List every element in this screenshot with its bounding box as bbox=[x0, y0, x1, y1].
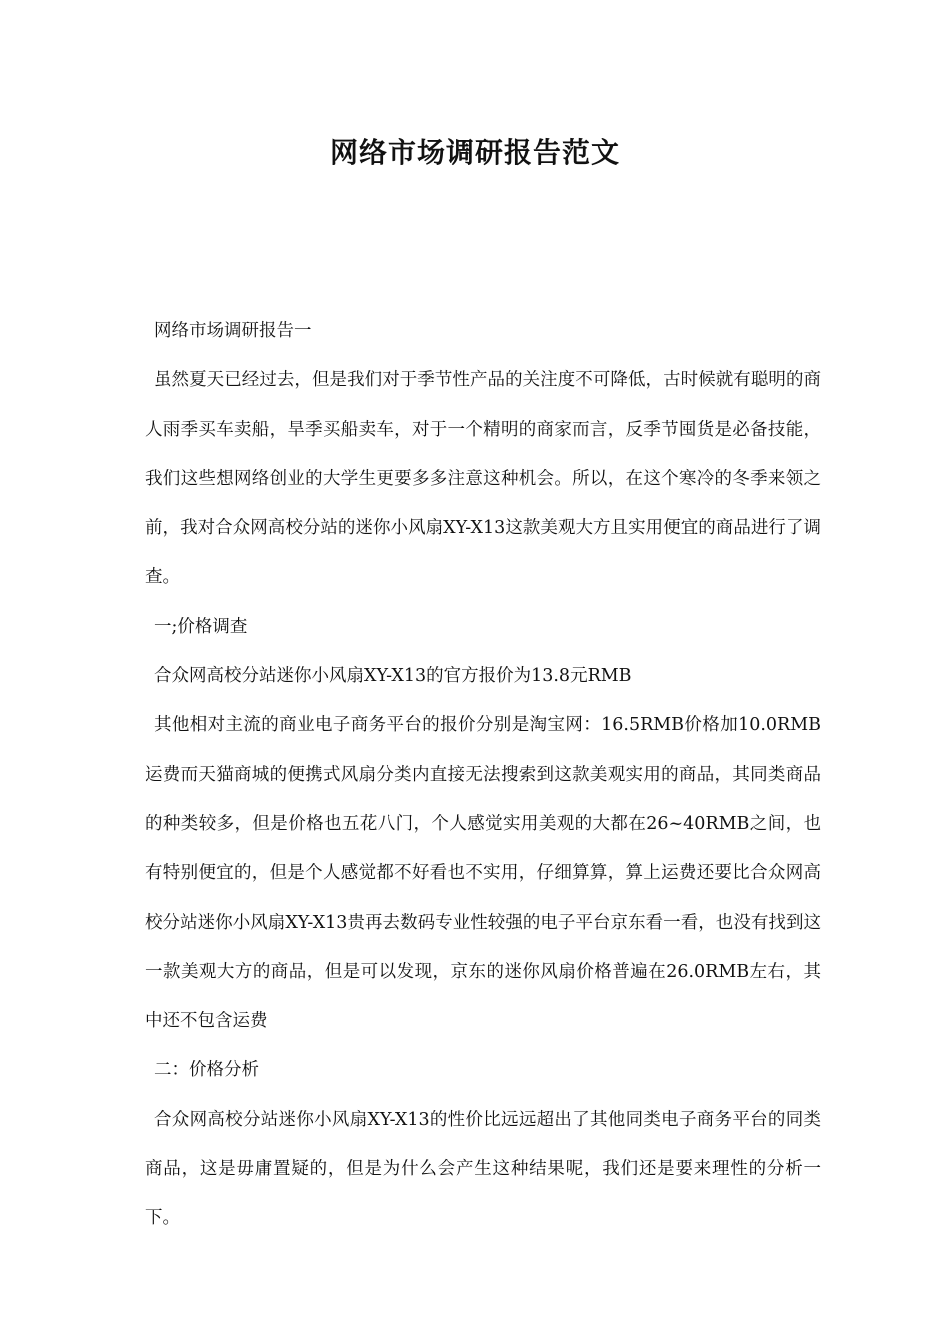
section-heading-price-analysis: 二：价格分析 bbox=[154, 1060, 259, 1081]
paragraph-analysis: 合众网高校分站迷你小风扇XY-X13的性价比远远超出了其他同类电子商务平台的同类商品，这是毋庸置疑的，但是为什么会产生这种结果呢，我们还是要来理性的分析一下。 bbox=[145, 1109, 821, 1229]
document-body bbox=[145, 307, 821, 1244]
section-heading-price-survey: 一;价格调查 bbox=[154, 616, 248, 637]
paragraph-official-price: 合众网高校分站迷你小风扇XY-X13的官方报价为13.8元RMB bbox=[154, 666, 632, 687]
document-title: 网络市场调研报告范文 bbox=[329, 136, 620, 169]
section-heading-report-one: 网络市场调研报告一 bbox=[154, 321, 312, 341]
paragraph-platform-comparison: 其他相对主流的商业电子商务平台的报价分别是淘宝网：16.5RMB价格加10.0RMB运费而天猫商城的便携式风扇分类内直接无法搜索到这款美观实用的商品，其同类商品的种类较多，但是价格也五花八门，个人感觉实用美观的大都在26~40RMB之间，也有特别便宜的，但是个人感觉都不好看也不实用，仔细算算，算上运费还要比合众网高校分站迷你小风扇XY-X13贵再去数码专业性较强的电子平台京东看一看，也没有找到这一款美观大方的商品，但是可以发现，京东的迷你风扇价格普遍在26.0RMB左右，其中还不包含运费 bbox=[145, 715, 821, 1032]
paragraph-intro: 虽然夏天已经过去，但是我们对于季节性产品的关注度不可降低，古时候就有聪明的商人雨季买车卖船，旱季买船卖车，对于一个精明的商家而言，反季节囤货是必备技能，我们这些想网络创业的大学生更要多多注意这种机会。所以，在这个寒冷的冬季来领之前，我对合众网高校分站的迷你小风扇XY-X13这款美观大方且实用便宜的商品进行了调查。 bbox=[145, 370, 821, 588]
